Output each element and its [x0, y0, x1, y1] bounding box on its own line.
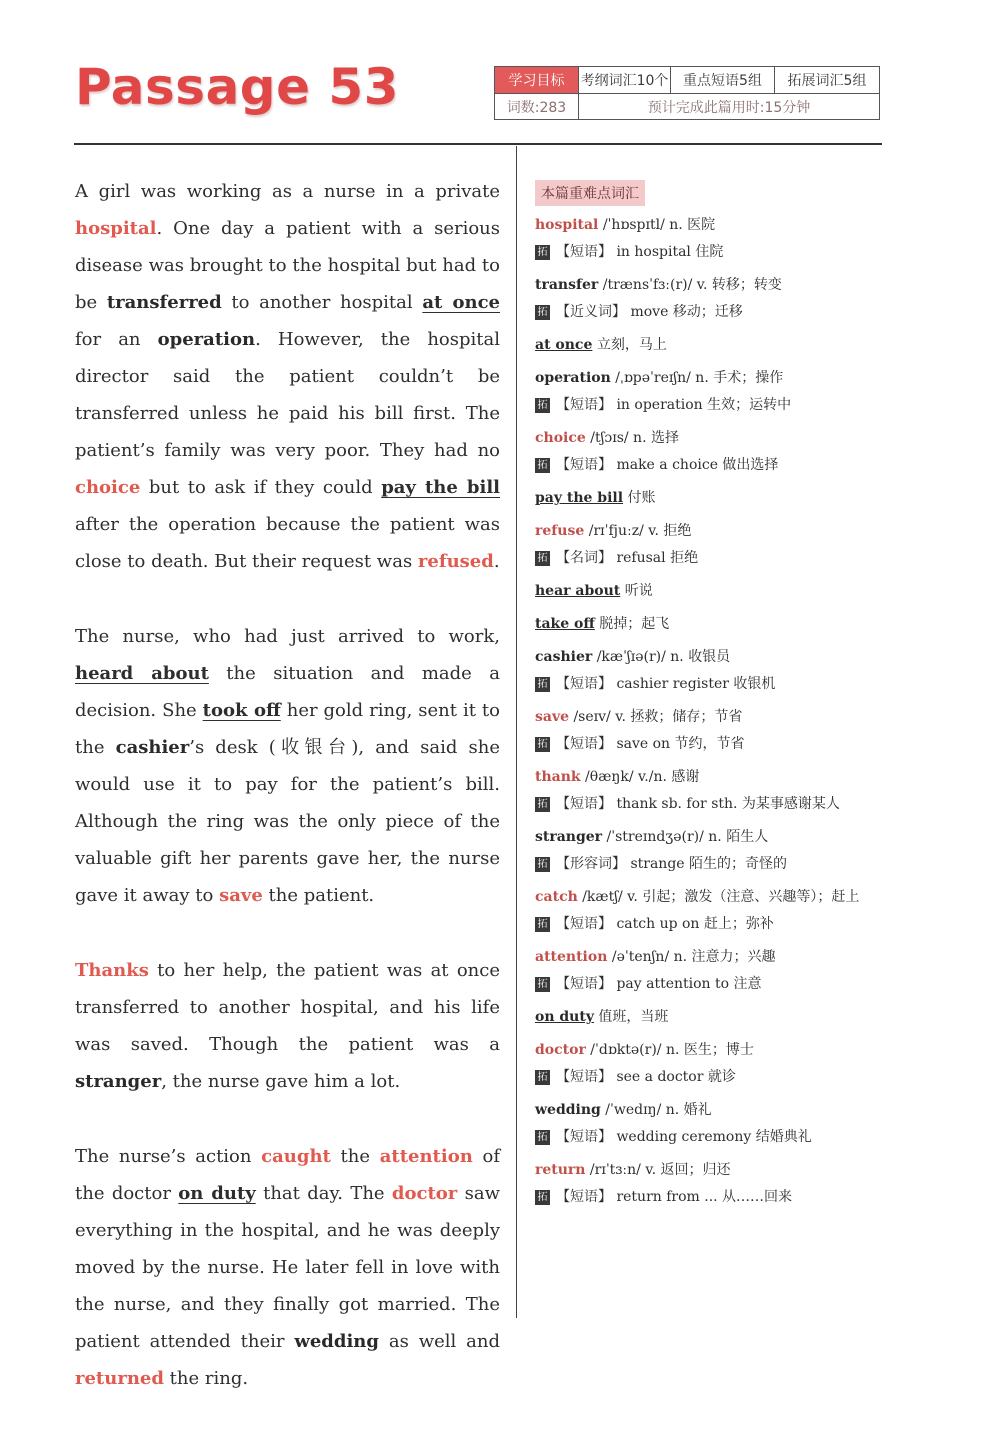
highlighted-word: at once — [422, 292, 500, 313]
vocab-extension: 【短语】 save on 节约，节省 — [556, 736, 745, 752]
vocab-panel — [535, 180, 880, 1219]
goal-badge: 学习目标 — [495, 67, 579, 93]
vocab-extension: 【短语】 cashier register 收银机 — [556, 676, 776, 692]
passage-run: the situation and made a decision. She — [75, 663, 500, 721]
highlighted-word: hospital — [75, 218, 157, 239]
extension-icon: 拓 — [535, 458, 550, 473]
passage-text — [75, 173, 500, 1435]
vocab-definition: /ˈwedɪŋ/ n. 婚礼 — [600, 1102, 712, 1118]
vocab-definition: /rɪˈtɜːn/ v. 返回；归还 — [585, 1162, 731, 1178]
vocab-entry — [535, 580, 880, 602]
highlighted-word: on duty — [178, 1183, 256, 1204]
passage-run: . However, the hospital director said the patient couldn’t be transferred unless he paid his bill first. The patient’s family was very poor. They had no — [75, 329, 501, 461]
vocab-definition: /rɪˈfjuːz/ v. 拒绝 — [584, 523, 692, 539]
vocab-definition: /ˈdɒktə(r)/ n. 医生；博士 — [585, 1042, 754, 1058]
extension-icon: 拓 — [535, 1070, 550, 1085]
extension-icon: 拓 — [535, 398, 550, 413]
vocab-extension: 【短语】 thank sb. for sth. 为某事感谢某人 — [556, 796, 840, 812]
highlighted-word: refused — [417, 551, 494, 572]
extension-icon: 拓 — [535, 551, 550, 566]
vocab-definition: /kæˈʃɪə(r)/ n. 收银员 — [592, 649, 731, 665]
study-info-table — [494, 66, 880, 120]
vocab-entry — [535, 613, 880, 635]
vocab-extension: 【近义词】 move 移动；迁移 — [556, 304, 743, 320]
vocab-entry — [535, 1006, 880, 1028]
vocab-definition: /ˈhɒspɪtl/ n. 医院 — [598, 217, 716, 233]
vocab-entry — [535, 427, 880, 476]
passage-paragraph — [75, 173, 500, 580]
highlighted-word: cashier — [115, 737, 190, 758]
passage-run: to another hospital — [221, 292, 423, 313]
vocab-extension: 【短语】 see a doctor 就诊 — [556, 1069, 736, 1085]
passage-run: . One day a patient with a serious disease was brought to the hospital but had to be — [75, 218, 500, 313]
vocab-word: at once — [535, 337, 593, 353]
vocab-entry — [535, 214, 880, 263]
highlighted-word: choice — [75, 477, 141, 498]
vocab-word: operation — [535, 370, 611, 386]
vocab-word: on duty — [535, 1009, 594, 1025]
passage-paragraph — [75, 1138, 500, 1397]
highlighted-word: doctor — [391, 1183, 458, 1204]
passage-run: the ring. — [163, 1368, 249, 1389]
highlighted-word: transferred — [106, 292, 222, 313]
vocab-entry — [535, 334, 880, 356]
highlighted-word: wedding — [294, 1331, 379, 1352]
vocab-definition: /ˈstreɪndʒə(r)/ n. 陌生人 — [602, 829, 769, 845]
passage-paragraph — [75, 618, 500, 914]
top-divider — [74, 143, 882, 145]
highlighted-word: operation — [157, 329, 256, 350]
extension-icon: 拓 — [535, 305, 550, 320]
page-title: Passage 53 — [75, 58, 399, 116]
vocab-definition: /θæŋk/ v./n. 感谢 — [580, 769, 700, 785]
vocab-definition: 立刻，马上 — [592, 337, 667, 353]
vocab-definition: /trænsˈfɜː(r)/ v. 转移；转变 — [598, 277, 782, 293]
passage-run: the patient. — [262, 885, 375, 906]
passage-run: the — [330, 1146, 380, 1167]
vocab-entry — [535, 826, 880, 875]
vocab-entry — [535, 520, 880, 569]
vocab-entry — [535, 886, 880, 935]
info-row-top — [495, 67, 879, 93]
passage-run: after the operation because the patient was close to death. But their request was — [75, 514, 500, 572]
vocab-extension: 【名词】 refusal 拒绝 — [556, 550, 699, 566]
highlighted-word: stranger — [75, 1071, 162, 1092]
extension-icon: 拓 — [535, 1130, 550, 1145]
extension-icon: 拓 — [535, 737, 550, 752]
passage-run: to her help, the patient was at once transferred to another hospital, and his life was saved. Though the patient was a — [75, 960, 500, 1055]
passage-run: ’s desk (收银台), and said she would use it to pay for the patient’s bill. Although the ring was the only piece of the valuable gift her parents gave her, the nurse gave it away to — [75, 737, 501, 906]
extension-icon: 拓 — [535, 797, 550, 812]
passage-run: . — [493, 551, 500, 572]
vocab-word: refuse — [535, 523, 585, 539]
vocab-definition: 听说 — [620, 583, 653, 599]
vocab-word: thank — [535, 769, 581, 785]
highlighted-word: attention — [379, 1146, 473, 1167]
vocab-definition: /əˈtenʃn/ n. 注意力；兴趣 — [607, 949, 776, 965]
vocab-extension: 【短语】 pay attention to 注意 — [556, 976, 762, 992]
vocab-entry — [535, 646, 880, 695]
highlighted-word: returned — [75, 1368, 164, 1389]
word-count: 词数:283 — [495, 94, 579, 120]
vocab-definition: /kætʃ/ v. 引起；激发（注意、兴趣等）；赶上 — [577, 889, 860, 905]
vocab-entry — [535, 487, 880, 509]
vocab-extension: 【短语】 in operation 生效；运转中 — [556, 397, 792, 413]
vocab-definition: /ˌɒpəˈreɪʃn/ n. 手术；操作 — [610, 370, 784, 386]
extension-icon: 拓 — [535, 245, 550, 260]
vocab-extension: 【短语】 in hospital 住院 — [556, 244, 724, 260]
passage-run: that day. The — [255, 1183, 392, 1204]
vocab-entry — [535, 1099, 880, 1148]
vocab-extension: 【形容词】 strange 陌生的；奇怪的 — [556, 856, 788, 872]
highlighted-word: heard about — [75, 663, 209, 684]
extension-icon: 拓 — [535, 677, 550, 692]
extension-icon: 拓 — [535, 917, 550, 932]
vocab-entry — [535, 1159, 880, 1208]
vocab-extension: 【短语】 wedding ceremony 结婚典礼 — [556, 1129, 812, 1145]
vocab-definition: /seɪv/ v. 拯救；储存；节省 — [569, 709, 743, 725]
highlighted-word: Thanks — [75, 960, 149, 981]
passage-run: saw everything in the hospital, and he was deeply moved by the nurse. He later fell in love with the nurse, and they finally got married. The patient attended their — [75, 1183, 501, 1352]
vocab-word: pay the bill — [535, 490, 624, 506]
vocab-count: 考纲词汇10个 — [579, 67, 671, 93]
vocab-entry — [535, 274, 880, 323]
column-divider — [516, 146, 517, 1318]
vocab-entry — [535, 766, 880, 815]
info-row-bottom — [495, 93, 879, 120]
passage-run: , the nurse gave him a lot. — [161, 1071, 401, 1092]
phrase-count: 重点短语5组 — [671, 67, 775, 93]
passage-run: The nurse, who had just arrived to work, — [75, 626, 500, 647]
vocab-entry — [535, 946, 880, 995]
vocab-entry — [535, 367, 880, 416]
passage-run: her gold ring, sent it to the — [75, 700, 500, 758]
passage-run: The nurse’s action — [75, 1146, 262, 1167]
vocab-extension: 【短语】 make a choice 做出选择 — [556, 457, 779, 473]
extension-icon: 拓 — [535, 977, 550, 992]
vocab-definition: 脱掉；起飞 — [594, 616, 670, 632]
vocab-word: choice — [535, 430, 586, 446]
highlighted-word: caught — [261, 1146, 331, 1167]
vocab-word: hear about — [535, 583, 621, 599]
passage-run: A girl was working as a nurse in a private — [75, 181, 500, 202]
passage-paragraph — [75, 952, 500, 1100]
vocab-word: attention — [535, 949, 608, 965]
vocab-word: wedding — [535, 1102, 601, 1118]
vocab-word: take off — [535, 616, 595, 632]
passage-run: as well and — [378, 1331, 500, 1352]
vocab-word: catch — [535, 889, 578, 905]
vocab-word: hospital — [535, 217, 599, 233]
vocab-definition: 值班，当班 — [593, 1009, 669, 1025]
vocab-definition: 付账 — [623, 490, 656, 506]
highlighted-word: save — [219, 885, 263, 906]
highlighted-word: pay the bill — [381, 477, 500, 498]
extension-icon: 拓 — [535, 857, 550, 872]
vocab-extension: 【短语】 catch up on 赶上；弥补 — [556, 916, 774, 932]
vocab-list — [535, 214, 880, 1208]
vocab-word: cashier — [535, 649, 593, 665]
vocab-word: return — [535, 1162, 586, 1178]
vocab-extension: 【短语】 return from ... 从……回来 — [556, 1189, 793, 1205]
extension-icon: 拓 — [535, 1190, 550, 1205]
estimated-time: 预计完成此篇用时:15分钟 — [647, 100, 811, 116]
vocab-heading: 本篇重难点词汇 — [535, 180, 645, 206]
vocab-entry — [535, 706, 880, 755]
vocab-definition: /tʃɔɪs/ n. 选择 — [585, 430, 679, 446]
vocab-word: doctor — [535, 1042, 586, 1058]
vocab-word: save — [535, 709, 569, 725]
passage-run: of the doctor — [75, 1146, 500, 1204]
extension-count: 拓展词汇5组 — [787, 73, 867, 89]
vocab-word: transfer — [535, 277, 599, 293]
passage-run: for an — [75, 329, 158, 350]
vocab-word: stranger — [535, 829, 603, 845]
passage-run: but to ask if they could — [140, 477, 382, 498]
highlighted-word: took off — [202, 700, 281, 721]
vocab-entry — [535, 1039, 880, 1088]
